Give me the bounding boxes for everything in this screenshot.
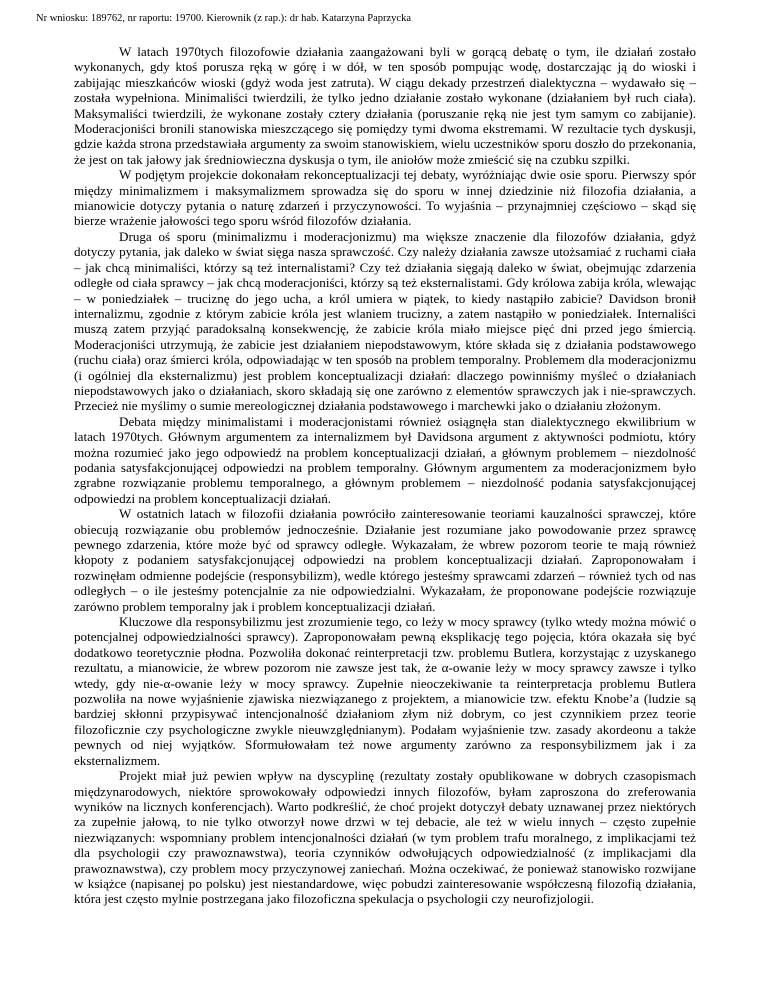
paragraph-6: Kluczowe dla responsybilizmu jest zrozumienie tego, co leży w mocy sprawcy (tylko wtedy można mówić o potencjalnej odpowiedzialności sprawcy). Zaproponowałam pewną eksplikację tego pojęcia, która okazała się być dodatkowo teoretycznie płodna. Pozwoliła dokonać reinterpretacji tzw. problemu Butlera, korzystając z uzyskanego rezultatu, a mianowicie, że wbrew pozorom nie zawsze jest tak, że α-owanie leży w mocy sprawcy zawsze i tylko wtedy, gdy nie-α-owanie leży w mocy sprawcy. Zupełnie nieoczekiwanie ta reinterpretacja problemu Butlera pozwoliła na nowe wyjaśnienie zjawiska niezwiązanego z projektem, a mianowicie tzw. efektu Knobe’a (ludzie są bardziej skłonni przypisywać intencjonalność działaniom złym niż dobrym, co jest czynnikiem przez teorie filozoficznie czy psychologiczne zwykle nieuwzględnianym). Podałam wyjaśnienie tzw. zasady akordeonu a także pewnych od niej wyjątków. Sformułowałam też nowe argumenty zarówno za responsybilizmem jak i za eksternalizmem. <box>74 614 696 768</box>
paragraph-4: Debata między minimalistami i moderacjonistami również osiągnęła stan dialektycznego ekwilibrium w latach 1970tych. Głównym argumentem za internalizmem był Davidsona argument z aktywności podmiotu, który można rozumieć jako jego odpowiedź na problem konceptualizacji działań, a głównym problemem – niezdolność podania satysfakcjonującej odpowiedzi na problem temporalny. Głównym argumentem za moderacjonizmem było zgrabne rozwiązanie problemu temporalnego, a głównym problemem – niezdolność podania satysfakcjonującej odpowiedzi na problem konceptualizacji działań. <box>74 413 696 506</box>
paragraph-1: W latach 1970tych filozofowie działania zaangażowani byli w gorącą debatę o tym, ile działań zostało wykonanych, gdy ktoś porusza ręką w górę i w dół, w ten sposób pompując wodę, dostarczając ją do wioski i zabijając mieszkańców wioski (gdyż woda jest zatruta). W ciągu dekady przestrzeń dialektyczna – wydawało się – została wypełniona. Minimaliści twierdzili, że tylko jedno działanie zostało wykonane (działaniem był ruch ciała). Maksymaliści twierdzili, że wykonane zostały cztery działania (poruszanie ręką nie jest tym samym co zabijanie). Moderacjoniści bronili stanowiska mieszczącego się pomiędzy tymi dwoma ekstremami. W rezultacie tych dyskusji, gdzie każda strona przedstawiała argumenty za swoim stanowiskiem, wielu uczestników sporu doszło do przekonania, że jest on tak jałowy jak średniowieczna dyskusja o tym, ile aniołów może zmieścić się na czubku szpilki. <box>74 44 696 167</box>
paragraph-2: W podjętym projekcie dokonałam rekonceptualizacji tej debaty, wyróżniając dwie osie sporu. Pierwszy spór między minimalizmem i maksymalizmem sprowadza się do sporu w innej dziedzinie niż filozofia działania, a mianowicie dotyczy pytania o naturę zdarzeń i przyczynowości. To wyjaśnia – przynajmniej częściowo – skąd się bierze wrażenie jałowości tego sporu wśród filozofów działania. <box>74 167 696 229</box>
report-header: Nr wniosku: 189762, nr raportu: 19700. Kierownik (z rap.): dr hab. Katarzyna Paprzycka <box>36 13 411 24</box>
paragraph-5: W ostatnich latach w filozofii działania powróciło zainteresowanie teoriami kauzalności sprawczej, które obiecują rozwiązanie obu problemów jednocześnie. Działanie jest rozumiane jako powodowanie przez sprawcę pewnego zdarzenia, które może być od sprawcy odległe. Wykazałam, że wbrew pozorom teorie te mają również kłopoty z podaniem satysfakcjonującej odpowiedzi na problem konceptualizacji działań. Zaproponowałam i rozwinęłam odmienne podejście (responsybilizm), wedle którego jesteśmy sprawcami zdarzeń – również tych od nas odległych – o ile jesteśmy potencjalnie za nie odpowiedzialni. Wykazałam, że proponowane podejście rozwiązuje zarówno problem temporalny jak i problem konceptualizacji działań. <box>74 506 696 614</box>
paragraph-3: Druga oś sporu (minimalizmu i moderacjonizmu) ma większe znaczenie dla filozofów działania, gdyż dotyczy pytania, jak daleko w świat sięga nasza sprawczość. Czy należy działania zawsze utożsamiać z ruchami ciała – jak chcą minimaliści, którzy są też internalistami? Czy też działania sięgają daleko w świat, obejmując zdarzenia odległe od ciała sprawcy – jak chcą moderacjoniści, którzy są też eksternalistami. Gdy królowa zabija króla, wlewając – w poniedziałek – truciznę do jego ucha, a król umiera w piątek, to kiedy nastąpiło zabicie? Davidson bronił internalizmu, zgodnie z którym zabicie króla jest wlaniem trucizny, a zatem nastąpiło w poniedziałek. Internaliści muszą zatem przyjąć paradoksalną konsekwencję, że zabicie króla miało miejsce pięć dni przed jego śmiercią. Moderacjoniści utrzymują, że zabicie jest działaniem niepodstawowym, które składa się z działania podstawowego (ruchu ciała) oraz śmierci króla, odpowiadając w ten sposób na problem temporalny. Problemem dla moderacjonizmu (i ogólniej dla eksternalizmu) jest problem konceptualizacji działań: dlaczego powinniśmy myśleć o działaniach niepodstawowych jako o działaniach, skoro składają się one zarówno z elementów sprawczych jak i nie-sprawczych. Przecież nie myślimy o sumie mereologicznej działania podstawowego i marchewki jako o działaniu złożonym. <box>74 228 696 414</box>
report-body <box>74 44 696 907</box>
paragraph-7: Projekt miał już pewien wpływ na dyscyplinę (rezultaty zostały opublikowane w dobrych czasopismach międzynarodowych, niektóre sprowokowały odpowiedzi innych filozofów, byłam zaproszona do zreferowania wyników na licznych konferencjach). Warto podkreślić, że choć projekt dotyczył debaty uznawanej przez niektórych za zupełnie jałową, to nie tylko otworzył nowe drzwi w tej debacie, ale też w wielu innych – często zupełnie niezwiązanych: wspomniany problem intencjonalności działań (w tym problem trafu moralnego, z implikacjami też dla psychologii czy prawoznawstwa), teoria czynników odwołujących odpowiedzialność (z implikacjami dla prawoznawstwa), czy problem mocy przyczynowej zaniechań. Można oczekiwać, że ponieważ stanowisko rozwijane w książce (napisanej po polsku) jest niestandardowe, więc pobudzi zainteresowanie współczesną filozofią działania, która jest często mylnie postrzegana jako filozoficzna spekulacja o psychologii czy neurofizjologii. <box>74 768 696 907</box>
